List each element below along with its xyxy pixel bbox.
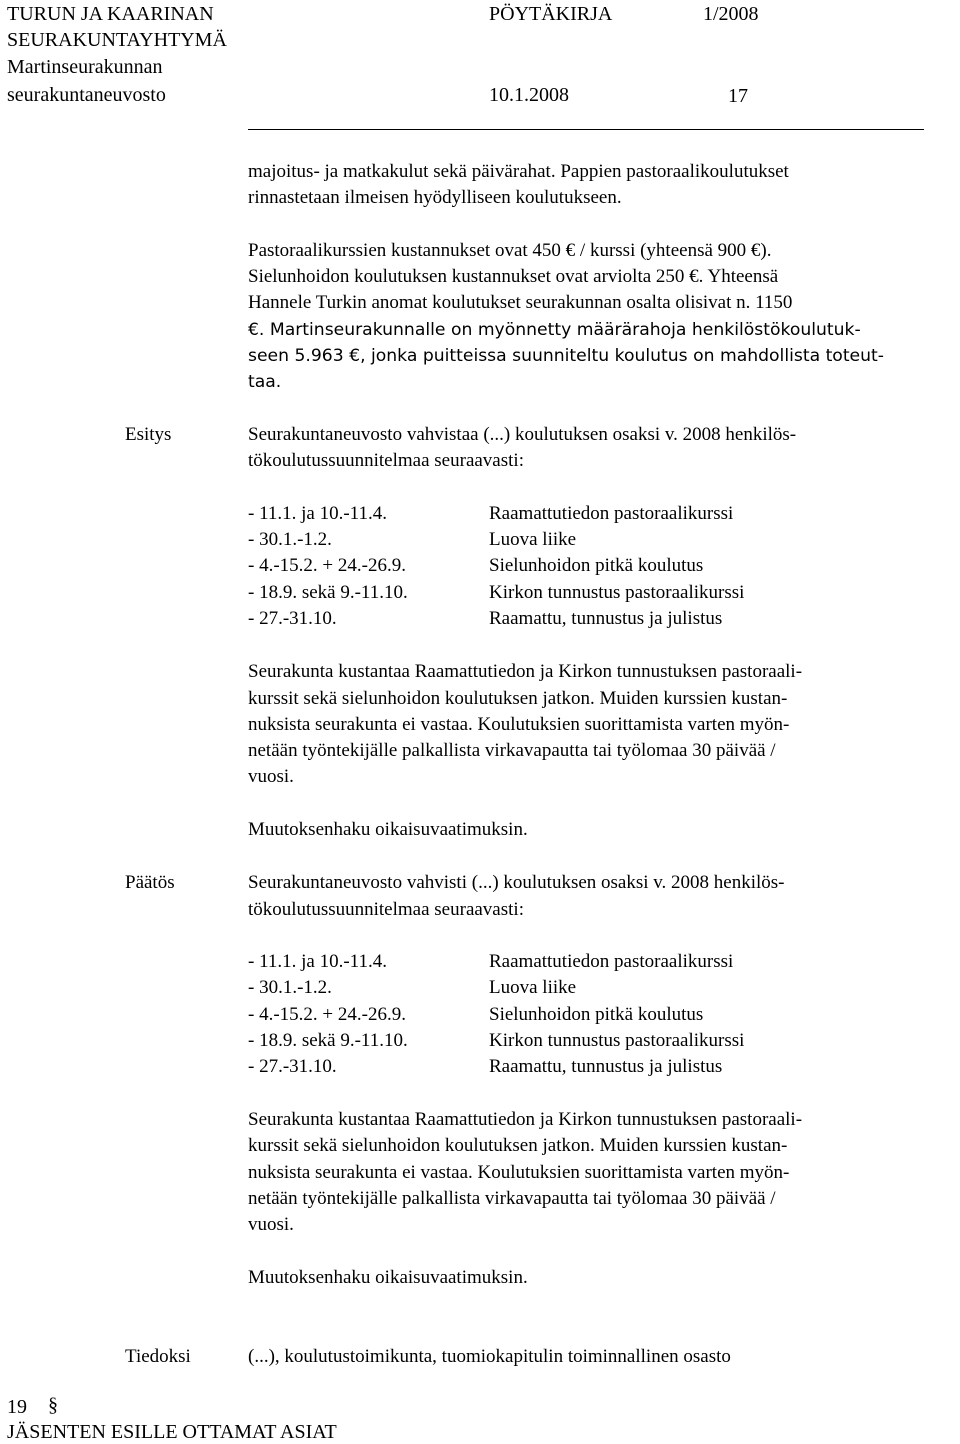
esitys-cost-line-1: Seurakunta kustantaa Raamattutiedon ja Kirkon tunnustuksen pastoraali- xyxy=(248,661,803,682)
schedule-date: - 18.9. sekä 9.-11.10. xyxy=(248,582,408,603)
schedule-course: Raamattu, tunnustus ja julistus xyxy=(489,1056,723,1077)
schedule-course: Kirkon tunnustus pastoraalikurssi xyxy=(489,1030,745,1051)
paatos-cost-line-4: netään työntekijälle palkallista virkavapautta tai työlomaa 30 päivää / xyxy=(248,1188,776,1209)
schedule-row xyxy=(248,1054,908,1081)
intro-line-3: Pastoraalikurssien kustannukset ovat 450 € / kurssi (yhteensä 900 €). xyxy=(248,240,772,261)
org-name-line2: SEURAKUNTAYHTYMÄ xyxy=(7,29,227,51)
paatos-cost-line-2: kurssit sekä sielunhoidon koulutuksen jatkon. Muiden kurssien kustan- xyxy=(248,1135,788,1156)
schedule-row xyxy=(248,527,908,554)
schedule-date: - 30.1.-1.2. xyxy=(248,529,332,550)
paatos-appeal: Muutoksenhaku oikaisuvaatimuksin. xyxy=(248,1267,528,1288)
schedule-date: - 11.1. ja 10.-11.4. xyxy=(248,951,387,972)
esitys-appeal: Muutoksenhaku oikaisuvaatimuksin. xyxy=(248,819,528,840)
intro-line-1: majoitus- ja matkakulut sekä päivärahat. Pappien pastoraalikoulutukset xyxy=(248,161,789,182)
schedule-row xyxy=(248,975,908,1002)
paatos-cost-line-1: Seurakunta kustantaa Raamattutiedon ja Kirkon tunnustuksen pastoraali- xyxy=(248,1109,803,1130)
schedule-course: Raamattu, tunnustus ja julistus xyxy=(489,608,723,629)
tiedoksi-text: (...), koulutustoimikunta, tuomiokapitulin toiminnallinen osasto xyxy=(248,1346,731,1367)
schedule-row xyxy=(248,1002,908,1029)
schedule-course: Luova liike xyxy=(489,977,577,998)
esitys-label: Esitys xyxy=(125,424,172,445)
esitys-line-2: tökoulutussuunnitelmaa seuraavasti: xyxy=(248,450,524,471)
header-rule xyxy=(248,129,924,130)
schedule-course: Sielunhoidon pitkä koulutus xyxy=(489,555,704,576)
intro-line-7: seen 5.963 €, jonka puitteissa suunniteltu koulutus on mahdollista toteut- xyxy=(248,346,884,366)
schedule-date: - 30.1.-1.2. xyxy=(248,977,332,998)
section-number: 19 xyxy=(7,1396,27,1418)
schedule-date: - 27.-31.10. xyxy=(248,608,337,629)
schedule-row xyxy=(248,553,908,580)
schedule-date: - 27.-31.10. xyxy=(248,1056,337,1077)
page-number: 17 xyxy=(728,85,748,107)
schedule-row xyxy=(248,1028,908,1055)
schedule-course: Raamattutiedon pastoraalikurssi xyxy=(489,503,734,524)
org-name-line3: Martinseurakunnan xyxy=(7,56,163,78)
intro-line-2: rinnastetaan ilmeisen hyödylliseen koulutukseen. xyxy=(248,187,622,208)
esitys-cost-line-3: nuksista seurakunta ei vastaa. Koulutuksien suorittamista varten myön- xyxy=(248,714,790,735)
intro-line-8: taa. xyxy=(248,372,282,392)
paatos-line-1: Seurakuntaneuvosto vahvisti (...) koulutuksen osaksi v. 2008 henkilös- xyxy=(248,872,785,893)
meeting-date: 10.1.2008 xyxy=(489,84,569,106)
paatos-label: Päätös xyxy=(125,872,175,893)
intro-line-5: Hannele Turkin anomat koulutukset seurakunnan osalta olisivat n. 1150 xyxy=(248,292,793,313)
doc-type: PÖYTÄKIRJA xyxy=(489,3,613,25)
schedule-date: - 4.-15.2. + 24.-26.9. xyxy=(248,1004,406,1025)
paatos-line-2: tökoulutussuunnitelmaa seuraavasti: xyxy=(248,899,524,920)
org-name-line1: TURUN JA KAARINAN xyxy=(7,3,214,25)
intro-line-4: Sielunhoidon koulutuksen kustannukset ovat arviolta 250 €. Yhteensä xyxy=(248,266,779,287)
esitys-cost-line-5: vuosi. xyxy=(248,766,294,787)
schedule-row xyxy=(248,501,908,528)
schedule-row xyxy=(248,949,908,976)
schedule-course: Raamattutiedon pastoraalikurssi xyxy=(489,951,734,972)
schedule-course: Luova liike xyxy=(489,529,577,550)
esitys-cost-line-4: netään työntekijälle palkallista virkavapautta tai työlomaa 30 päivää / xyxy=(248,740,776,761)
tiedoksi-label: Tiedoksi xyxy=(125,1346,191,1367)
section-symbol: § xyxy=(48,1394,58,1416)
intro-line-6: €. Martinseurakunnalle on myönnetty määrärahoja henkilöstökoulutuk- xyxy=(248,320,861,340)
schedule-date: - 11.1. ja 10.-11.4. xyxy=(248,503,387,524)
doc-number: 1/2008 xyxy=(703,3,759,25)
body-name: seurakuntaneuvosto xyxy=(7,84,166,106)
section-title: JÄSENTEN ESILLE OTTAMAT ASIAT xyxy=(7,1421,337,1443)
schedule-date: - 18.9. sekä 9.-11.10. xyxy=(248,1030,408,1051)
paatos-cost-line-3: nuksista seurakunta ei vastaa. Koulutuksien suorittamista varten myön- xyxy=(248,1162,790,1183)
schedule-row xyxy=(248,580,908,607)
schedule-course: Sielunhoidon pitkä koulutus xyxy=(489,1004,704,1025)
esitys-cost-line-2: kurssit sekä sielunhoidon koulutuksen jatkon. Muiden kurssien kustan- xyxy=(248,688,788,709)
schedule-course: Kirkon tunnustus pastoraalikurssi xyxy=(489,582,745,603)
paatos-cost-line-5: vuosi. xyxy=(248,1214,294,1235)
esitys-line-1: Seurakuntaneuvosto vahvistaa (...) koulutuksen osaksi v. 2008 henkilös- xyxy=(248,424,797,445)
schedule-date: - 4.-15.2. + 24.-26.9. xyxy=(248,555,406,576)
schedule-row xyxy=(248,606,908,633)
